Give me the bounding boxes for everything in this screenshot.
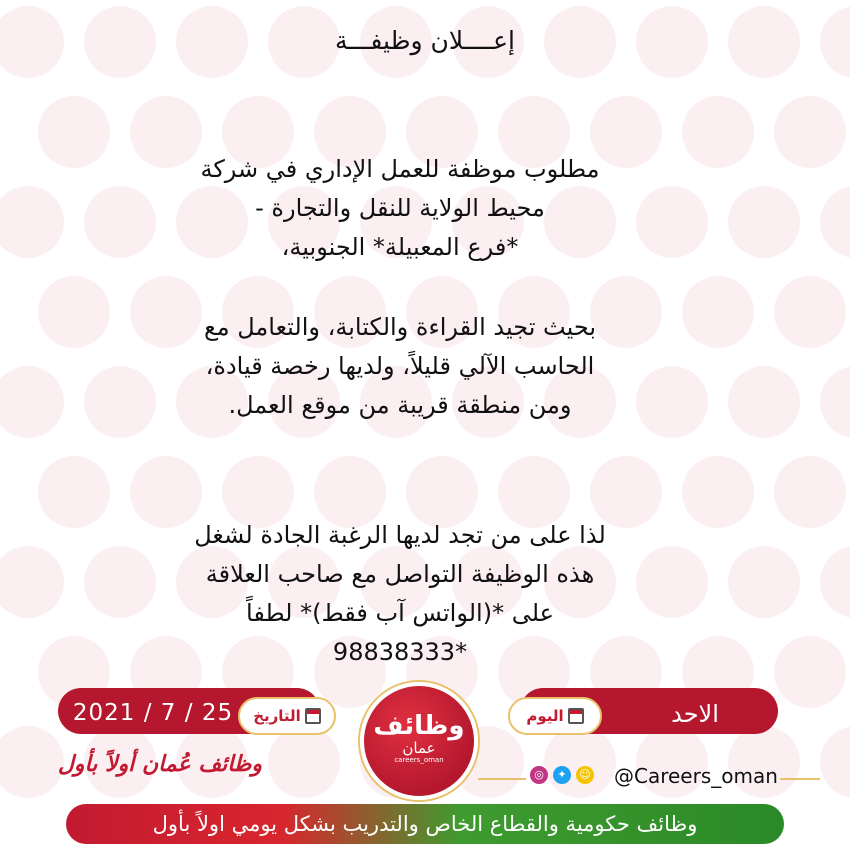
text-line: ومن منطقة قريبة من موقع العمل. [228, 391, 572, 419]
snapchat-icon[interactable]: ☺ [576, 766, 594, 784]
footer-banner: وظائف حكومية والقطاع الخاص والتدريب بشكل يومي اولاً بأول [66, 804, 784, 844]
text-line: *فرع المعبيلة* الجنوبية، [281, 233, 519, 261]
logo-sub-text: عمان [402, 739, 436, 757]
text-line: هذه الوظيفة التواصل مع صاحب العلاقة [205, 560, 595, 588]
logo-tiny-text: careers_oman [394, 756, 444, 764]
watermark-logo [0, 546, 64, 618]
watermark-logo [544, 726, 616, 798]
watermark-logo [728, 366, 800, 438]
watermark-logo [774, 96, 846, 168]
watermark-logo [820, 186, 850, 258]
watermark-logo [682, 456, 754, 528]
calendar-icon [568, 708, 584, 724]
text-line: الحاسب الآلي قليلاً، ولديها رخصة قيادة، [205, 352, 595, 380]
text-line: بحيث تجيد القراءة والكتابة، والتعامل مع [203, 313, 597, 341]
watermark-logo [820, 726, 850, 798]
watermark-logo [0, 186, 64, 258]
watermark-logo [820, 366, 850, 438]
instagram-icon[interactable]: ◎ [530, 766, 548, 784]
job-description-paragraph [120, 150, 680, 267]
announcement-title: إعــــلان وظيفـــة [335, 26, 515, 55]
text-line: لذا على من تجد لديها الرغبة الجادة لشغل [194, 521, 606, 549]
logo-main-text: وظائف [373, 711, 465, 741]
text-line: محيط الولاية للنقل والتجارة - [255, 194, 545, 222]
slogan: وظائف عُمان أولاً بأول [57, 752, 263, 777]
watermark-logo [38, 96, 110, 168]
divider [478, 778, 526, 780]
watermark-logo [774, 636, 846, 708]
watermark-logo [728, 186, 800, 258]
divider [780, 778, 820, 780]
watermark-logo [728, 546, 800, 618]
watermark-logo [682, 276, 754, 348]
watermark-logo [682, 96, 754, 168]
contact-paragraph [120, 516, 680, 672]
day-tag [508, 697, 602, 735]
date-tag [238, 697, 336, 735]
social-icons [530, 766, 594, 784]
social-handle[interactable]: @Careers_oman [614, 764, 778, 788]
watermark-logo [0, 366, 64, 438]
calendar-icon [305, 708, 321, 724]
day-label: اليوم [526, 707, 564, 725]
requirements-paragraph [120, 308, 680, 425]
watermark-logo [38, 276, 110, 348]
twitter-icon[interactable]: ✦ [553, 766, 571, 784]
text-line: مطلوب موظفة للعمل الإداري في شركة [200, 155, 600, 183]
date-value: 2021 / 7 / 25 [72, 700, 234, 726]
date-label: التاريخ [253, 707, 301, 725]
watermark-logo [820, 546, 850, 618]
watermark-logo [774, 276, 846, 348]
day-value: الاحد [671, 700, 719, 728]
watermark-logo [38, 456, 110, 528]
text-line: على *(الواتس آب فقط)* لطفاً [246, 599, 554, 627]
phone-number: *98838333 [332, 638, 468, 666]
careers-oman-logo [360, 682, 478, 800]
watermark-logo [774, 456, 846, 528]
